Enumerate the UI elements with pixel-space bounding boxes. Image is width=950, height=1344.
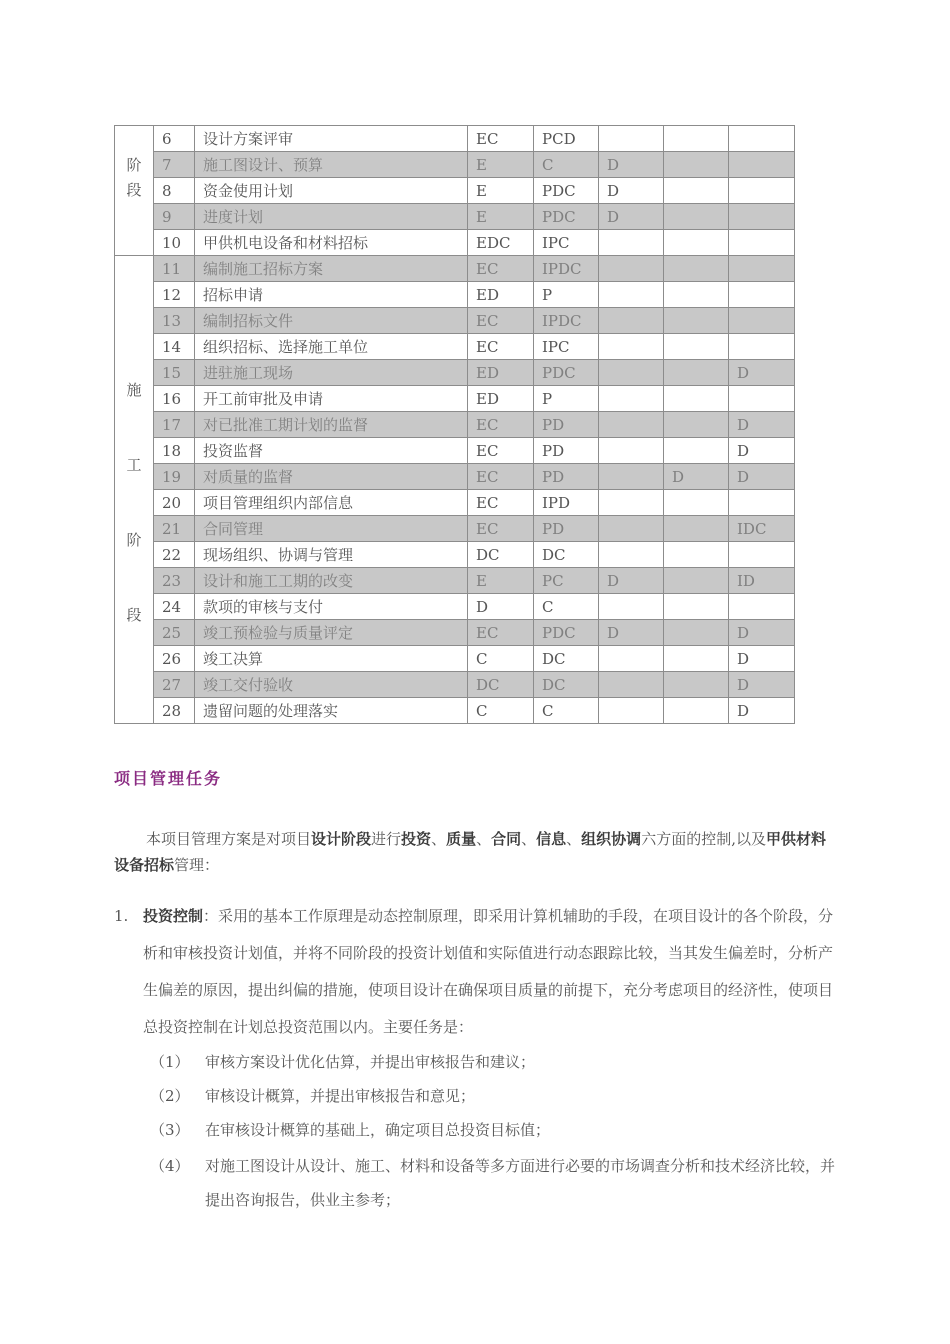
table-cell-c1: EC (468, 412, 534, 438)
table-cell-c5 (729, 542, 795, 568)
table-cell-no: 24 (154, 594, 195, 620)
table-cell-c4 (664, 282, 729, 308)
table-cell-task: 进驻施工现场 (195, 360, 468, 386)
table-cell-c1: E (468, 568, 534, 594)
table-row (115, 308, 795, 334)
table-cell-c1: E (468, 152, 534, 178)
table-cell-c3: D (599, 620, 664, 646)
table-cell-no: 28 (154, 698, 195, 724)
table-cell-no: 7 (154, 152, 195, 178)
table-cell-no: 23 (154, 568, 195, 594)
table-row (115, 386, 795, 412)
table-cell-c1: EC (468, 308, 534, 334)
table-cell-c3 (599, 360, 664, 386)
table-cell-task: 合同管理 (195, 516, 468, 542)
table-cell-c4 (664, 334, 729, 360)
table-cell-no: 25 (154, 620, 195, 646)
table-cell-c3: D (599, 152, 664, 178)
table-cell-c1: ED (468, 386, 534, 412)
table-cell-c4 (664, 178, 729, 204)
table-cell-c5: D (729, 672, 795, 698)
table-cell-c3 (599, 308, 664, 334)
table-cell-c5 (729, 204, 795, 230)
table-cell-no: 9 (154, 204, 195, 230)
table-cell-c3 (599, 386, 664, 412)
table-cell-c2: PDC (534, 178, 599, 204)
table-cell-c4 (664, 230, 729, 256)
table-cell-c4: D (664, 464, 729, 490)
table-cell-c1: EC (468, 620, 534, 646)
table-cell-no: 14 (154, 334, 195, 360)
table-cell-c1: EC (468, 490, 534, 516)
sub-item-3: （3） 在审核设计概算的基础上，确定项目总投资目标值； (150, 1121, 551, 1139)
table-cell-c4 (664, 620, 729, 646)
table-cell-c4 (664, 594, 729, 620)
table-row (115, 672, 795, 698)
table-cell-c5: D (729, 360, 795, 386)
table-cell-task: 投资监督 (195, 438, 468, 464)
table-cell-c3 (599, 438, 664, 464)
list-number: 1. (114, 907, 129, 925)
table-cell-c4 (664, 516, 729, 542)
table-cell-c5: D (729, 698, 795, 724)
table-cell-c4 (664, 360, 729, 386)
table-cell-task: 进度计划 (195, 204, 468, 230)
table-cell-c3 (599, 542, 664, 568)
table-cell-c5 (729, 490, 795, 516)
table-cell-task: 现场组织、协调与管理 (195, 542, 468, 568)
table-cell-c2: IPC (534, 334, 599, 360)
table-cell-no: 21 (154, 516, 195, 542)
table-cell-c3 (599, 464, 664, 490)
table-cell-c4 (664, 698, 729, 724)
table-cell-c4 (664, 542, 729, 568)
table-cell-task: 编制招标文件 (195, 308, 468, 334)
table-cell-c5 (729, 334, 795, 360)
table-cell-no: 6 (154, 126, 195, 152)
table-cell-c1: EC (468, 256, 534, 282)
table-cell-c3: D (599, 178, 664, 204)
table-cell-c1: C (468, 698, 534, 724)
responsibility-table (114, 125, 795, 724)
table-row (115, 282, 795, 308)
table-row (115, 204, 795, 230)
table-cell-c5 (729, 308, 795, 334)
table-cell-no: 12 (154, 282, 195, 308)
table-cell-c5: D (729, 438, 795, 464)
table-cell-c4 (664, 308, 729, 334)
table-cell-c3 (599, 672, 664, 698)
table-cell-c2: PDC (534, 620, 599, 646)
table-cell-c1: EC (468, 516, 534, 542)
table-cell-c1: ED (468, 360, 534, 386)
table-cell-c1: EC (468, 334, 534, 360)
table-cell-c2: P (534, 282, 599, 308)
table-row (115, 412, 795, 438)
table-cell-c2: DC (534, 672, 599, 698)
table-cell-task: 招标申请 (195, 282, 468, 308)
table-cell-c1: ED (468, 282, 534, 308)
table-cell-c1: DC (468, 542, 534, 568)
table-cell-c5 (729, 282, 795, 308)
table-cell-c4 (664, 126, 729, 152)
table-cell-c4 (664, 646, 729, 672)
table-cell-c5 (729, 178, 795, 204)
intro-paragraph: 本项目管理方案是对项目设计阶段进行投资、质量、合同、信息、组织协调六方面的控制,以及甲供材料设备招标管理： (114, 830, 826, 874)
table-cell-c5: ID (729, 568, 795, 594)
table-cell-no: 26 (154, 646, 195, 672)
table-row (115, 464, 795, 490)
table-cell-no: 27 (154, 672, 195, 698)
table-cell-c1: EDC (468, 230, 534, 256)
table-cell-c3 (599, 594, 664, 620)
table-cell-c5 (729, 386, 795, 412)
table-cell-c1: D (468, 594, 534, 620)
table-cell-no: 10 (154, 230, 195, 256)
table-cell-c5 (729, 152, 795, 178)
table-row (115, 516, 795, 542)
table-cell-no: 8 (154, 178, 195, 204)
table-cell-c2: PDC (534, 360, 599, 386)
table-cell-c2: PD (534, 464, 599, 490)
table-cell-c3 (599, 646, 664, 672)
table-cell-c2: C (534, 152, 599, 178)
table-cell-task: 竣工决算 (195, 646, 468, 672)
table-cell-c2: PD (534, 412, 599, 438)
table-row (115, 126, 795, 152)
table-cell-c2: PC (534, 568, 599, 594)
table-cell-task: 竣工预检验与质量评定 (195, 620, 468, 646)
list-item-text: 投资控制：采用的基本工作原理是动态控制原理，即采用计算机辅助的手段，在项目设计的各个阶段，分析和审核投资计划值，并将不同阶段的投资计划值和实际值进行动态跟踪比较，当其发生偏差时，分析产生偏差的原因，提出纠偏的措施，使项目设计在确保项目质量的前提下，充分考虑项目的经济性，使项目总投资控制在计划总投资范围以内。主要任务是： (143, 907, 834, 1036)
table-cell-no: 22 (154, 542, 195, 568)
table-cell-c4 (664, 204, 729, 230)
table-cell-c2: PDC (534, 204, 599, 230)
table-cell-task: 项目管理组织内部信息 (195, 490, 468, 516)
table-row (115, 698, 795, 724)
table-cell-c4 (664, 438, 729, 464)
table-cell-c3 (599, 412, 664, 438)
table-cell-task: 组织招标、选择施工单位 (195, 334, 468, 360)
sub-item-1: （1） 审核方案设计优化估算，并提出审核报告和建议； (150, 1053, 536, 1071)
table-cell-task: 遗留问题的处理落实 (195, 698, 468, 724)
table-row (115, 594, 795, 620)
table-row (115, 360, 795, 386)
table-cell-c5 (729, 126, 795, 152)
table-row (115, 152, 795, 178)
table-cell-c2: C (534, 594, 599, 620)
table-cell-c1: EC (468, 126, 534, 152)
stage-label-construction: 施 工 阶 段 (115, 256, 154, 724)
stage-label-design: 阶 段 (115, 126, 154, 256)
table-cell-c2: DC (534, 646, 599, 672)
table-row (115, 438, 795, 464)
table-row (115, 646, 795, 672)
table-cell-c2: IPC (534, 230, 599, 256)
table-cell-c3: D (599, 568, 664, 594)
table-cell-c4 (664, 568, 729, 594)
table-cell-task: 编制施工招标方案 (195, 256, 468, 282)
table-cell-c1: E (468, 204, 534, 230)
table-cell-c1: E (468, 178, 534, 204)
table-cell-task: 竣工交付验收 (195, 672, 468, 698)
table-cell-c4 (664, 672, 729, 698)
table-row (115, 334, 795, 360)
table-cell-c3 (599, 490, 664, 516)
table-cell-c3 (599, 698, 664, 724)
table-cell-c3 (599, 516, 664, 542)
table-cell-no: 13 (154, 308, 195, 334)
table-cell-c3 (599, 126, 664, 152)
table-row (115, 620, 795, 646)
table-cell-no: 16 (154, 386, 195, 412)
table-cell-c3: D (599, 204, 664, 230)
table-cell-no: 20 (154, 490, 195, 516)
table-row (115, 542, 795, 568)
table-cell-c4 (664, 412, 729, 438)
section-title: 项目管理任务 (114, 769, 223, 788)
table-cell-no: 19 (154, 464, 195, 490)
table-row (115, 490, 795, 516)
list-item-investment-control (114, 898, 838, 1046)
table-cell-c4 (664, 490, 729, 516)
table-cell-task: 对质量的监督 (195, 464, 468, 490)
table-cell-c5 (729, 230, 795, 256)
table-cell-task: 甲供机电设备和材料招标 (195, 230, 468, 256)
table-cell-c2: DC (534, 542, 599, 568)
table-cell-c4 (664, 386, 729, 412)
table-cell-c2: PCD (534, 126, 599, 152)
table-row (115, 568, 795, 594)
table-cell-task: 款项的审核与支付 (195, 594, 468, 620)
table-cell-c5: D (729, 412, 795, 438)
table-cell-c3 (599, 256, 664, 282)
table-cell-c1: C (468, 646, 534, 672)
table-cell-c1: EC (468, 438, 534, 464)
table-cell-c2: C (534, 698, 599, 724)
table-cell-c2: PD (534, 438, 599, 464)
table-cell-c2: IPDC (534, 256, 599, 282)
table-cell-task: 对已批准工期计划的监督 (195, 412, 468, 438)
table-cell-c5: IDC (729, 516, 795, 542)
table-cell-c4 (664, 256, 729, 282)
table-cell-no: 15 (154, 360, 195, 386)
table-cell-c2: PD (534, 516, 599, 542)
table-cell-c5: D (729, 464, 795, 490)
sub-item-2: （2） 审核设计概算，并提出审核报告和意见； (150, 1087, 476, 1105)
table-cell-c5: D (729, 620, 795, 646)
table-cell-no: 11 (154, 256, 195, 282)
table-cell-no: 17 (154, 412, 195, 438)
table-cell-c1: DC (468, 672, 534, 698)
table-cell-c5 (729, 594, 795, 620)
table-cell-c3 (599, 230, 664, 256)
table-cell-c3 (599, 282, 664, 308)
sub-item-4: （4） 对施工图设计从设计、施工、材料和设备等多方面进行必要的市场调查分析和技术经济比较，并提出咨询报告，供业主参考； (150, 1157, 836, 1209)
table-cell-c5 (729, 256, 795, 282)
table-cell-task: 设计和施工工期的改变 (195, 568, 468, 594)
table-cell-task: 开工前审批及申请 (195, 386, 468, 412)
table-cell-task: 资金使用计划 (195, 178, 468, 204)
table-cell-task: 施工图设计、预算 (195, 152, 468, 178)
table-row (115, 230, 795, 256)
table-cell-c2: IPD (534, 490, 599, 516)
table-cell-c1: EC (468, 464, 534, 490)
table-cell-task: 设计方案评审 (195, 126, 468, 152)
table-cell-c5: D (729, 646, 795, 672)
table-cell-no: 18 (154, 438, 195, 464)
table-cell-c4 (664, 152, 729, 178)
table-cell-c2: IPDC (534, 308, 599, 334)
table-cell-c2: P (534, 386, 599, 412)
table-cell-c3 (599, 334, 664, 360)
table-row (115, 256, 795, 282)
table-row (115, 178, 795, 204)
